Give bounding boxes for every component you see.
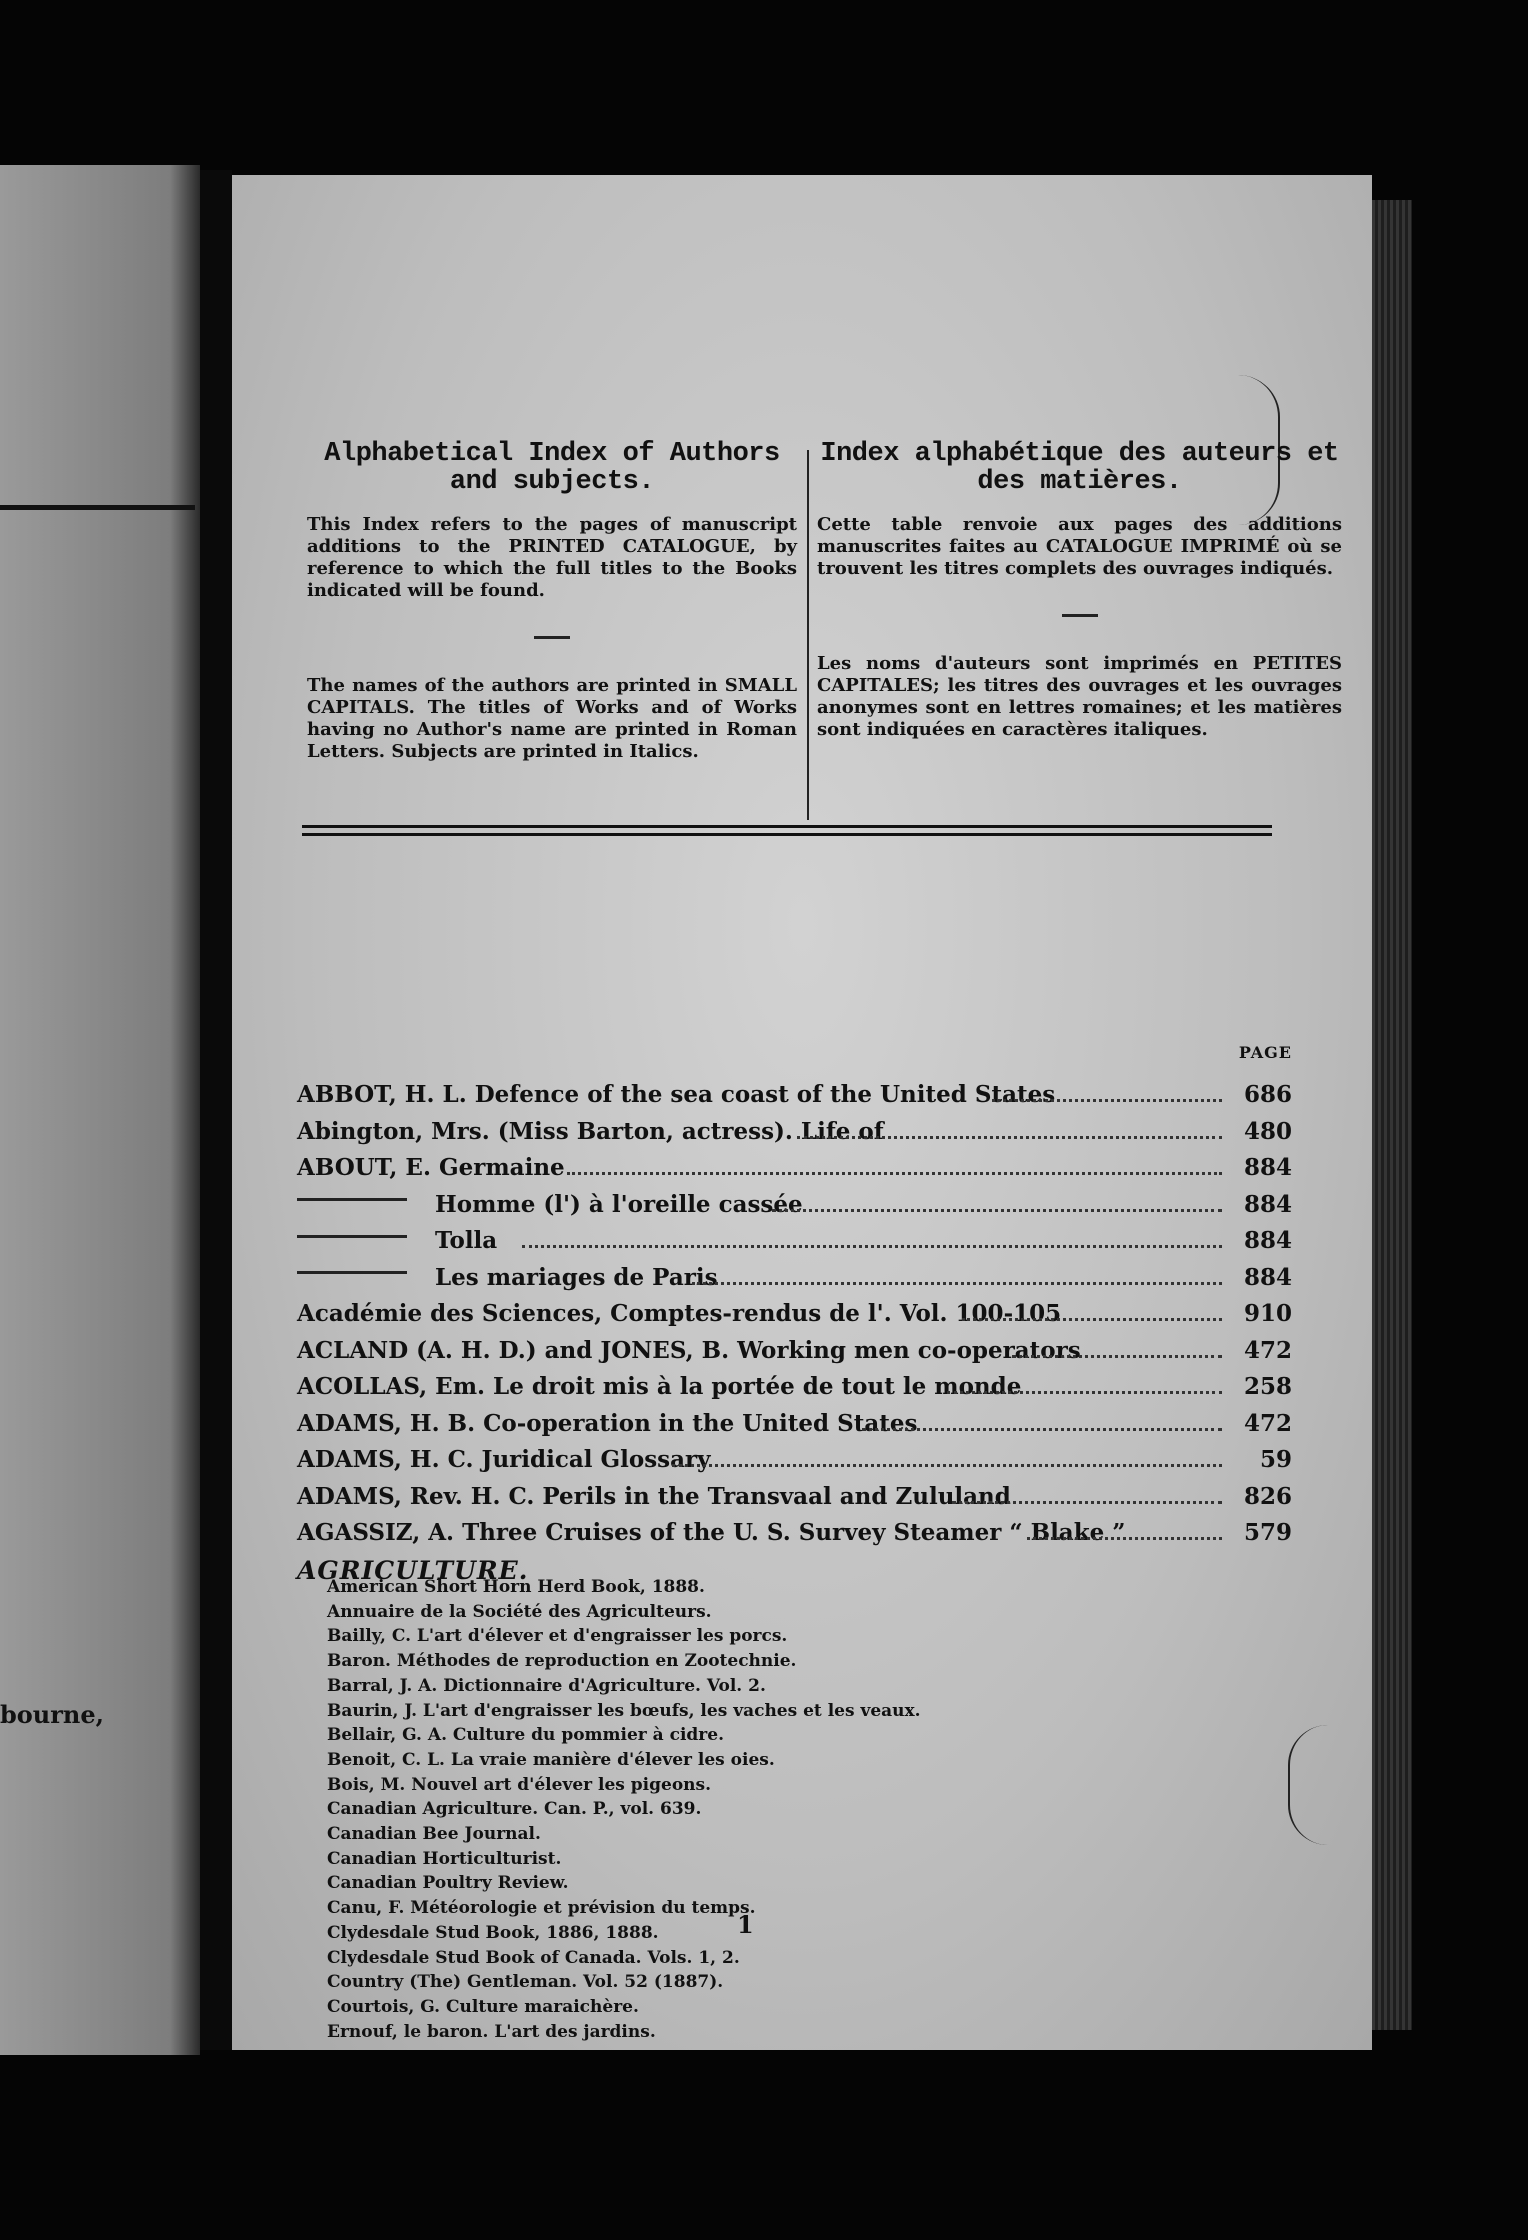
- index-entry: [297, 1367, 1312, 1404]
- french-para-2: Les noms d'auteurs sont imprimés en PETITES CAPITALES; les titres des ouvrages et les ouvrages anonymes sont en lettres romaines; et les matières sont indiquées en caractères italiques.: [817, 653, 1342, 740]
- entry-page-number: 884: [1243, 1227, 1292, 1254]
- left-page-text-fragment: bourne,: [0, 1700, 104, 1729]
- column-divider: [807, 450, 809, 820]
- leader-dots: [772, 1209, 1222, 1212]
- index-entries: [297, 1043, 1312, 1586]
- subentry: Canadian Poultry Review.: [327, 1873, 569, 1894]
- leader-dots: [567, 1172, 1222, 1175]
- entry-page-number: 472: [1243, 1409, 1292, 1437]
- index-entry: [297, 1148, 1312, 1185]
- entry-text: ACOLLAS, Em. Le droit mis à la portée de tout le monde: [297, 1373, 1022, 1400]
- entry-list: [297, 1075, 1312, 1550]
- index-entry: [297, 1331, 1312, 1368]
- entry-text: ADAMS, H. B. Co-operation in the United States: [297, 1409, 918, 1437]
- entry-page-number: 884: [1243, 1154, 1292, 1181]
- entry-page-number: 884: [1243, 1263, 1292, 1291]
- subentry: Canadian Horticulturist.: [327, 1848, 562, 1869]
- pencil-mark-right: [1288, 1725, 1360, 1845]
- subentry: Barral, J. A. Dictionnaire d'Agriculture. Vol. 2.: [327, 1675, 766, 1696]
- subentry: Canu, F. Météorologie et prévision du temps.: [327, 1898, 756, 1919]
- index-entry: [297, 1513, 1312, 1550]
- index-entry: [297, 1112, 1312, 1149]
- subentry: Annuaire de la Société des Agriculteurs.: [327, 1601, 712, 1622]
- entry-text: ADAMS, H. C. Juridical Glossary: [297, 1446, 711, 1473]
- subentry: Ernouf, le baron. L'art des jardins.: [327, 2021, 656, 2042]
- french-para-1: Cette table renvoie aux pages des additions manuscrites faites au CATALOGUE IMPRIMÉ où se trouvent les titres complets des ouvrages indiqués.: [817, 514, 1342, 579]
- english-para-1: This Index refers to the pages of manuscript additions to the PRINTED CATALOGUE, by reference to which the full titles to the Books indicated will be found.: [307, 514, 797, 601]
- leader-dots: [862, 1428, 1222, 1431]
- french-short-rule: [1062, 614, 1098, 617]
- double-rule-top: [302, 825, 1272, 828]
- leader-dots: [522, 1245, 1222, 1248]
- ditto-dash: [297, 1271, 407, 1274]
- index-entry: [297, 1440, 1312, 1477]
- leader-dots: [797, 1136, 1222, 1139]
- subentry: Canadian Bee Journal.: [327, 1824, 541, 1845]
- leader-dots: [952, 1501, 1222, 1504]
- index-entry: [297, 1075, 1312, 1112]
- subentry: Clydesdale Stud Book of Canada. Vols. 1, 2.: [327, 1947, 740, 1968]
- entry-page-number: 910: [1243, 1300, 1292, 1327]
- page-number: 1: [737, 1910, 754, 1939]
- double-rule-bottom: [302, 833, 1272, 836]
- intro-french: [817, 440, 1342, 1010]
- entry-text: ACLAND (A. H. D.) and JONES, B. Working men co-operators: [297, 1336, 1081, 1364]
- subentry: Country (The) Gentleman. Vol. 52 (1887).: [327, 1972, 724, 1993]
- entry-page-number: 59: [1259, 1446, 1292, 1473]
- intro-english: [307, 440, 797, 1010]
- ditto-dash: [297, 1198, 407, 1201]
- leader-dots: [692, 1282, 1222, 1285]
- leader-dots: [962, 1318, 1222, 1321]
- subentry: Baron. Méthodes de reproduction en Zootechnie.: [327, 1651, 797, 1672]
- french-heading: Index alphabétique des auteurs et des matières.: [820, 439, 1339, 497]
- english-short-rule: [534, 636, 570, 639]
- leader-dots: [992, 1099, 1222, 1102]
- entry-text: Homme (l') à l'oreille cassée: [435, 1190, 803, 1218]
- ditto-dash: [297, 1235, 407, 1238]
- leader-dots: [947, 1391, 1222, 1394]
- index-entry: [297, 1185, 1312, 1222]
- entry-text: ABBOT, H. L. Defence of the sea coast of the United States: [297, 1081, 1056, 1108]
- entry-page-number: 884: [1243, 1190, 1292, 1218]
- entry-page-number: 480: [1243, 1117, 1292, 1145]
- entry-text: Académie des Sciences, Comptes-rendus de l'. Vol. 100-105: [297, 1300, 1062, 1327]
- subentry: American Short Horn Herd Book, 1888.: [327, 1577, 705, 1597]
- entry-page-number: 686: [1243, 1081, 1292, 1108]
- subentry: Baurin, J. L'art d'engraisser les bœufs, les vaches et les veaux.: [327, 1700, 921, 1721]
- subentry: Bellair, G. A. Culture du pommier à cidre.: [327, 1725, 724, 1746]
- entry-text: ABOUT, E. Germaine: [297, 1154, 565, 1181]
- index-entry: [297, 1477, 1312, 1514]
- entry-text: Abington, Mrs. (Miss Barton, actress). Life of: [297, 1117, 884, 1145]
- entry-page-number: 826: [1243, 1482, 1292, 1510]
- leader-dots: [672, 1464, 1222, 1467]
- subentry: Clydesdale Stud Book, 1886, 1888.: [327, 1922, 659, 1943]
- book-gutter: [200, 170, 232, 2050]
- leader-dots: [1027, 1537, 1222, 1540]
- intro-block: [307, 440, 1347, 1010]
- subentry: Bois, M. Nouvel art d'élever les pigeons.: [327, 1774, 712, 1795]
- index-entry: [297, 1404, 1312, 1441]
- main-page: [232, 175, 1372, 2050]
- agriculture-subentries: [327, 1575, 1127, 2044]
- index-entry: [297, 1294, 1312, 1331]
- entry-page-number: 579: [1243, 1519, 1292, 1546]
- entry-text: AGASSIZ, A. Three Cruises of the U. S. Survey Steamer “ Blake ”: [297, 1519, 1126, 1546]
- left-page-rule: [0, 505, 195, 510]
- entry-text: Les mariages de Paris: [435, 1263, 718, 1291]
- entry-page-number: 472: [1243, 1336, 1292, 1364]
- entry-page-number: 258: [1243, 1373, 1292, 1400]
- subentry: Bailly, C. L'art d'élever et d'engraisser les porcs.: [327, 1626, 788, 1647]
- leader-dots: [1012, 1355, 1222, 1358]
- entry-text: Tolla: [435, 1227, 498, 1254]
- page-edge: [1372, 200, 1412, 2030]
- index-entry: [297, 1258, 1312, 1295]
- english-para-2: The names of the authors are printed in SMALL CAPITALS. The titles of Works and of Works having no Author's name are printed in Roman Letters. Subjects are printed in Italics.: [307, 675, 797, 762]
- left-page-fragment: [0, 165, 200, 2055]
- subentry: Benoit, C. L. La vraie manière d'élever les oies.: [327, 1749, 775, 1770]
- subentry: Courtois, G. Culture maraichère.: [327, 1996, 639, 2017]
- english-heading: Alphabetical Index of Authors and subjects.: [324, 439, 780, 497]
- entry-text: ADAMS, Rev. H. C. Perils in the Transvaal and Zululand: [297, 1482, 1011, 1510]
- index-entry: [297, 1221, 1312, 1258]
- page-column-header: PAGE: [1238, 1043, 1292, 1062]
- subject-heading: AGRICULTURE.: [297, 1555, 529, 1585]
- subentry: Canadian Agriculture. Can. P., vol. 639.: [327, 1799, 702, 1820]
